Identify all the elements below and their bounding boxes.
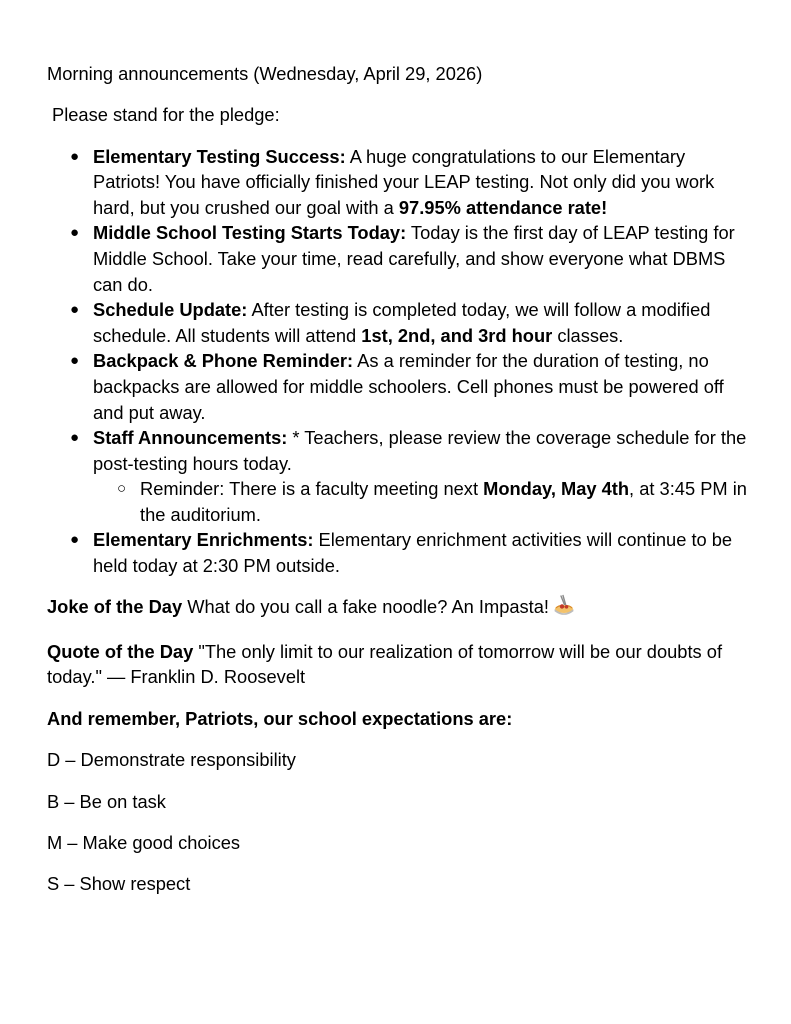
item-label: Middle School Testing Starts Today: bbox=[93, 222, 407, 244]
remember-heading bbox=[47, 706, 752, 732]
expectation-s: S – Show respect bbox=[47, 873, 191, 895]
document-title: Morning announcements (Wednesday, April 29, 2026) bbox=[47, 63, 483, 84]
list-item-middle-school-testing bbox=[47, 220, 752, 297]
sub-item-emphasis: Monday, May 4th bbox=[483, 478, 630, 500]
sub-list bbox=[93, 476, 752, 527]
announcement-document bbox=[47, 61, 752, 913]
item-text: Elementary enrichment activities will continue to be held today at 2:30 PM outside. bbox=[93, 529, 733, 577]
joke-text: What do you call a fake noodle? An Impasta! bbox=[182, 596, 549, 618]
item-text: * Teachers, please review the coverage schedule for the post-testing hours today. bbox=[93, 427, 747, 474]
joke-of-the-day bbox=[47, 594, 752, 623]
bullet-icon: ● bbox=[70, 352, 80, 370]
item-text: A huge congratulations to our Elementary Patriots! You have officially finished your LEAP testing. Not only did you work hard, but you crushed our goal with a bbox=[93, 145, 715, 218]
expectation-b: B – Be on task bbox=[47, 790, 166, 812]
pledge-line: Please stand for the pledge: bbox=[52, 104, 280, 126]
item-label: Staff Announcements: bbox=[93, 427, 288, 449]
quote-of-the-day bbox=[47, 639, 752, 690]
item-label: Elementary Enrichments: bbox=[93, 529, 314, 551]
sub-item-text: Reminder: There is a faculty meeting next bbox=[140, 478, 484, 500]
bullet-icon: ● bbox=[70, 224, 80, 242]
spaghetti-icon bbox=[553, 594, 575, 623]
expectation-d: D – Demonstrate responsibility bbox=[47, 749, 296, 771]
announcement-list bbox=[47, 144, 752, 579]
item-text: As a reminder for the duration of testing, no backpacks are allowed for middle schoolers. Cell phones must be powered off and put away. bbox=[93, 350, 724, 423]
item-text-after: classes. bbox=[552, 324, 624, 346]
sub-list-item-faculty-meeting bbox=[93, 476, 752, 527]
sub-item-text-after: , at 3:45 PM in the auditorium. bbox=[140, 478, 747, 525]
item-emphasis: 97.95% attendance rate! bbox=[398, 196, 608, 218]
item-label: Elementary Testing Success: bbox=[93, 145, 346, 167]
remember-text: And remember, Patriots, our school expectations are: bbox=[47, 707, 513, 729]
quote-text: "The only limit to our realization of tomorrow will be our doubts of today." — Franklin D. Roosevelt bbox=[47, 640, 723, 688]
bullet-icon: ● bbox=[70, 301, 80, 319]
hollow-bullet-icon: ○ bbox=[117, 480, 127, 498]
bullet-icon: ● bbox=[70, 147, 80, 165]
bullet-icon: ● bbox=[70, 531, 80, 549]
list-item-staff-announcements bbox=[47, 425, 752, 527]
item-label: Backpack & Phone Reminder: bbox=[93, 350, 354, 372]
quote-label: Quote of the Day bbox=[47, 640, 194, 662]
list-item-backpack-reminder bbox=[47, 348, 752, 425]
item-label: Schedule Update: bbox=[93, 299, 248, 321]
item-text: Today is the first day of LEAP testing for Middle School. Take your time, read carefully, and show everyone what DBMS can do. bbox=[93, 222, 735, 295]
list-item-testing-success bbox=[47, 144, 752, 221]
joke-label: Joke of the Day bbox=[47, 596, 183, 618]
list-item-schedule-update bbox=[47, 297, 752, 348]
item-text: After testing is completed today, we will follow a modified schedule. All students will attend bbox=[93, 299, 711, 346]
expectation-m: M – Make good choices bbox=[47, 832, 241, 854]
list-item-enrichments bbox=[47, 527, 752, 578]
bullet-icon: ● bbox=[70, 429, 80, 447]
item-emphasis: 1st, 2nd, and 3rd hour bbox=[361, 324, 553, 346]
